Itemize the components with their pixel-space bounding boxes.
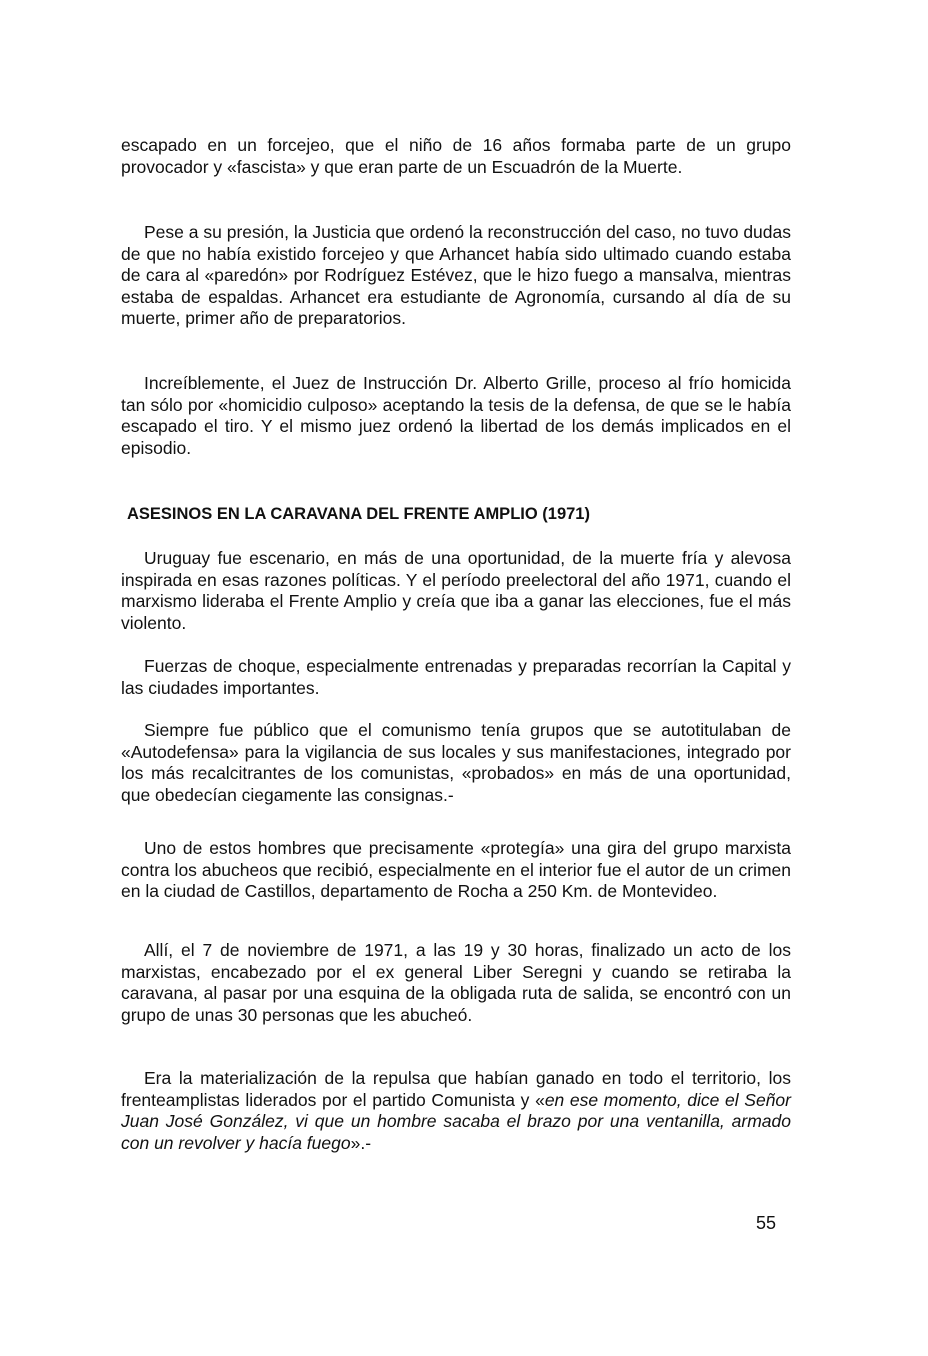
paragraph-9-text: Era la materialización de la repulsa que habían ganado en todo el territorio, los frenteamplistas liderados por el partido Comunista y « xyxy=(121,1068,791,1110)
paragraph-8: Allí, el 7 de noviembre de 1971, a las 19 y 30 horas, finalizado un acto de los marxistas, encabezado por el ex general Liber Seregni y cuando se retiraba la caravana, al pasar por una esquina de la obligada ruta de salida, se encontró con un grupo de unas 30 personas que les abucheó. xyxy=(121,940,791,1025)
paragraph-5: Fuerzas de choque, especialmente entrenadas y preparadas recorrían la Capital y las ciudades importantes. xyxy=(121,656,791,698)
paragraph-6: Siempre fue público que el comunismo tenía grupos que se autotitulaban de «Autodefensa» para la vigilancia de sus locales y sus manifestaciones, integrado por los más recalcitrantes de los comunistas, «probados» en más de una oportunidad, que obedecían ciegamente las consignas.- xyxy=(121,720,791,805)
paragraph-4: Uruguay fue escenario, en más de una oportunidad, de la muerte fría y alevosa inspirada en esas razones políticas. Y el período preelectoral del año 1971, cuando el marxismo lideraba el Frente Amplio y creía que iba a ganar las elecciones, fue el más violento. xyxy=(121,548,791,633)
paragraph-1: escapado en un forcejeo, que el niño de 16 años formaba parte de un grupo provocador y «fascista» y que eran parte de un Escuadrón de la Muerte. xyxy=(121,135,791,177)
paragraph-9 xyxy=(121,1068,791,1154)
paragraph-2: Pese a su presión, la Justicia que ordenó la reconstrucción del caso, no tuvo dudas de que no había existido forcejeo y que Arhancet había sido ultimado cuando estaba de cara al «paredón» por Rodríguez Estévez, que le hizo fuego a mansalva, mientras estaba de espaldas. Arhancet era estudiante de Agronomía, cursando al día de su muerte, primer año de preparatorios. xyxy=(121,222,791,329)
quoted-testimony: en ese momento, dice el Señor Juan José González, vi que un hombre sacaba el brazo por una ventanilla, armado con un revolver y hacía fuego xyxy=(121,1089,791,1153)
section-heading: ASESINOS EN LA CARAVANA DEL FRENTE AMPLIO (1971) xyxy=(127,505,590,523)
paragraph-7: Uno de estos hombres que precisamente «protegía» una gira del grupo marxista contra los abucheos que recibió, especialmente en el interior fue el autor de un crimen en la ciudad de Castillos, departamento de Rocha a 250 Km. de Montevideo. xyxy=(121,838,791,902)
page-number: 55 xyxy=(756,1213,777,1233)
paragraph-9-end: ».- xyxy=(350,1132,372,1153)
paragraph-3: Increíblemente, el Juez de Instrucción Dr. Alberto Grille, proceso al frío homicida tan sólo por «homicidio culposo» aceptando la tesis de la defensa, de que se le había escapado el tiro. Y el mismo juez ordenó la libertad de los demás implicados en el episodio. xyxy=(121,373,791,458)
